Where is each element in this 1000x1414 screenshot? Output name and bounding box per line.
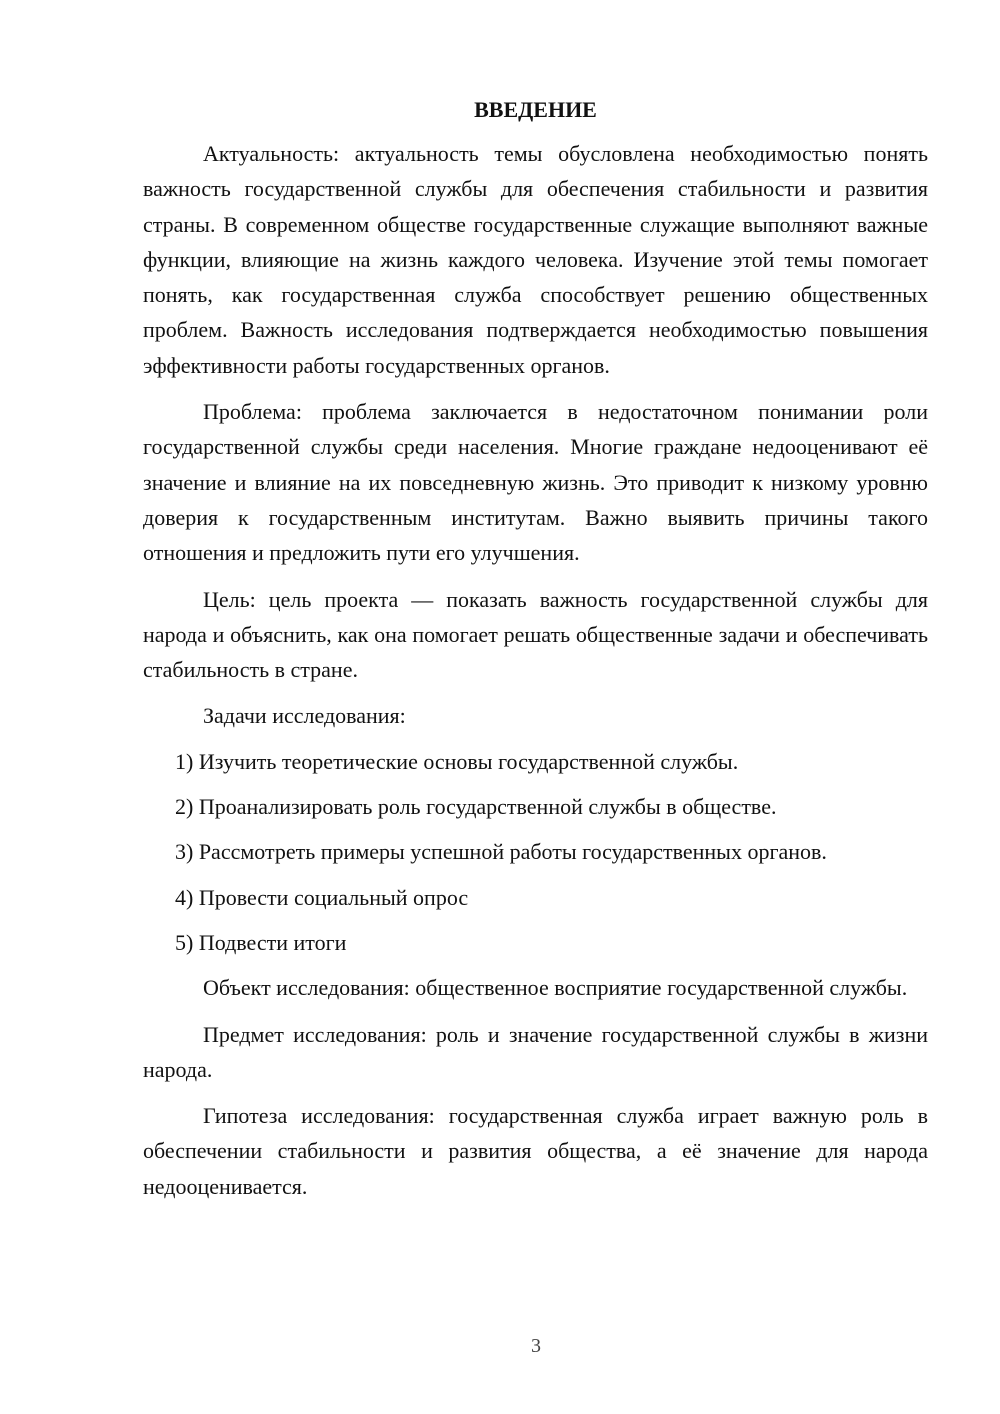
paragraph-relevance: Актуальность: актуальность темы обусловлена необходимостью понять важность государственной службы для обеспечения стабильности и развития страны. В современном обществе государственные служащие выполняют важные функции, влияющие на жизнь каждого человека. Изучение этой темы помогает понять, как государственная служба способствует решению общественных проблем. Важность исследования подтверждается необходимостью повышения эффективности работы государственных органов. — [143, 141, 928, 378]
task-item: 2) Проанализировать роль государственной службы в обществе. — [175, 794, 777, 820]
task-item: 5) Подвести итоги — [175, 929, 347, 955]
paragraph-goal: Цель: цель проекта — показать важность государственной службы для народа и объяснить, как она помогает решать общественные задачи и обеспечивать стабильность в стране. — [143, 586, 928, 683]
paragraph-hypothesis: Гипотеза исследования: государственная служба играет важную роль в обеспечении стабильности и развития общества, а её значение для народа недооценивается. — [143, 1103, 928, 1199]
page-content — [143, 94, 928, 1215]
task-item: 4) Провести социальный опрос — [175, 884, 469, 910]
page-title: ВВЕДЕНИЕ — [474, 97, 597, 122]
task-item: 1) Изучить теоретические основы государственной службы. — [175, 748, 739, 774]
page-number: 3 — [531, 1335, 541, 1357]
task-item: 3) Рассмотреть примеры успешной работы государственных органов. — [175, 839, 827, 865]
paragraph-problem: Проблема: проблема заключается в недостаточном понимании роли государственной службы среди населения. Многие граждане недооценивают её значение и влияние на их повседневную жизнь. Это приводит к низкому уровню доверия к государственным институтам. Важно выявить причины такого отношения и предложить пути его улучшения. — [143, 399, 928, 566]
task-list — [143, 744, 928, 960]
paragraph-object: Объект исследования: общественное восприятие государственной службы. — [203, 975, 908, 1001]
paragraph-subject: Предмет исследования: роль и значение государственной службы в жизни народа. — [143, 1021, 928, 1082]
tasks-heading: Задачи исследования: — [203, 703, 406, 729]
